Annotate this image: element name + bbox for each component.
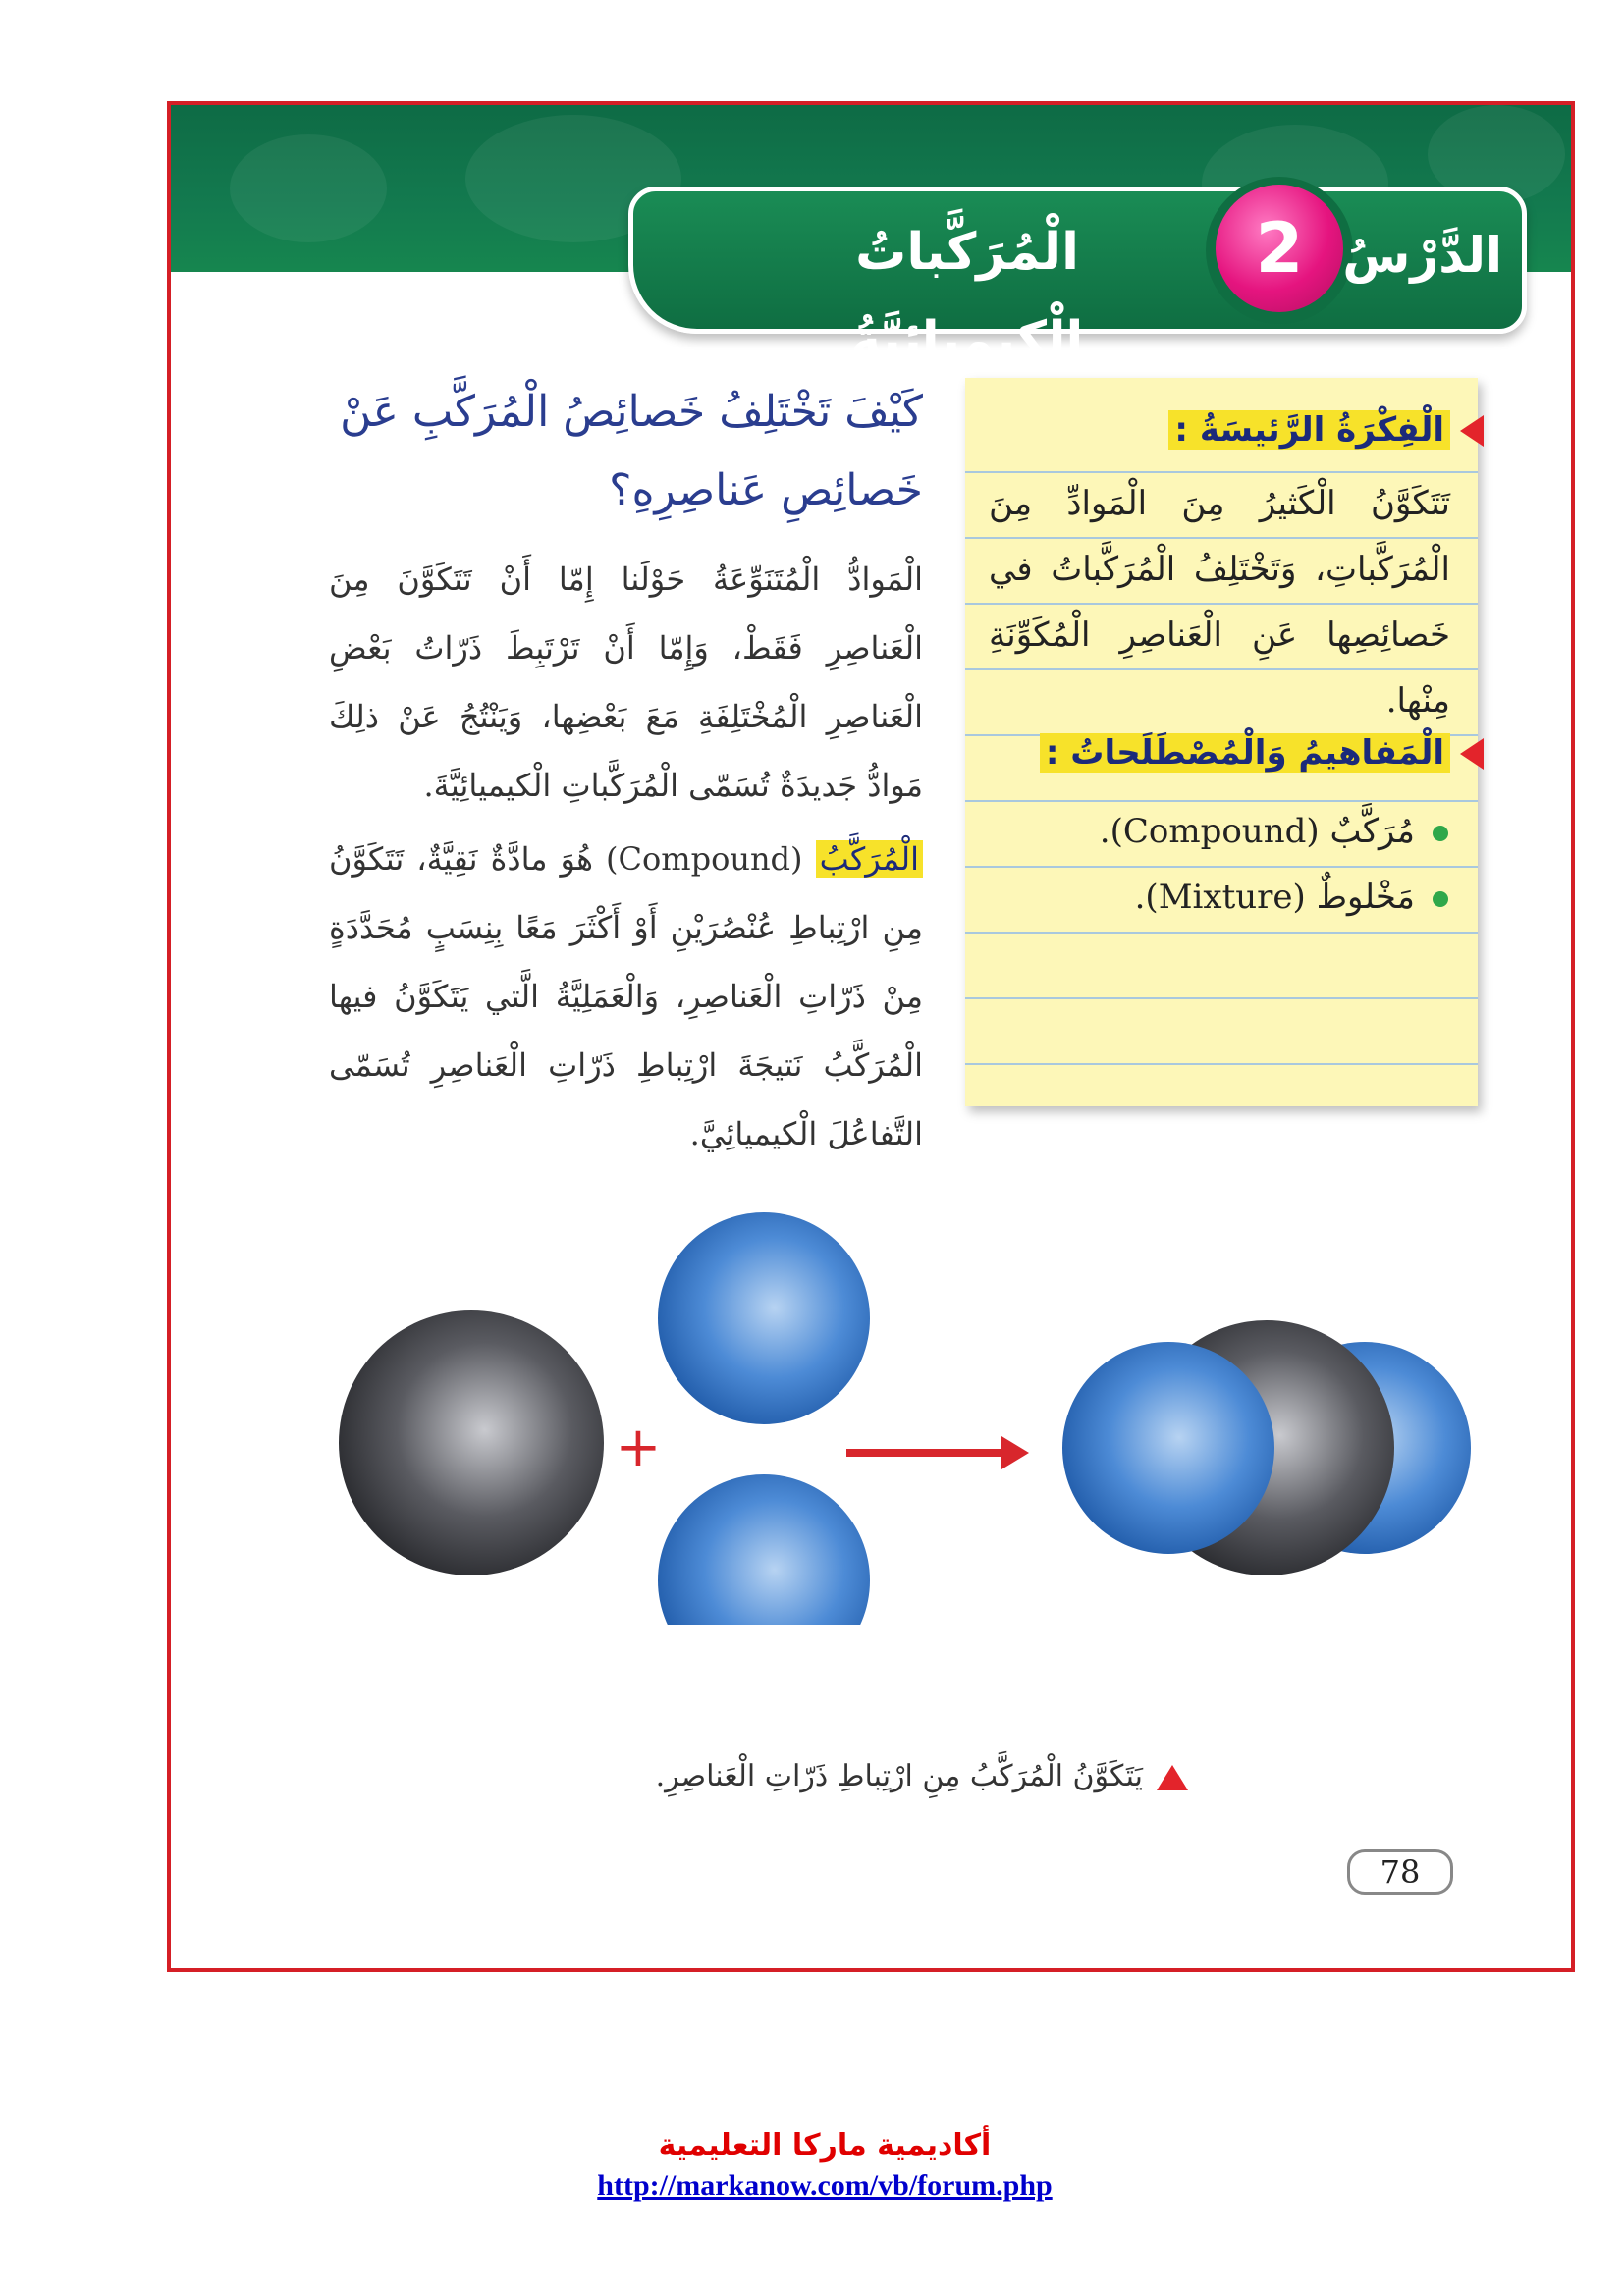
term-item: مُرَكَّبٌ (Compound). xyxy=(1100,802,1448,861)
key-ideas-sidebar xyxy=(965,378,1478,1106)
reaction-arrow xyxy=(846,1436,1029,1469)
compound-formation-diagram xyxy=(324,1212,1492,1625)
concepts-heading: الْمَفاهيمُ وَالْمُصْطَلَحاتُ : xyxy=(1040,728,1450,777)
lesson-word: الدَّرْسُ xyxy=(1342,227,1502,284)
main-idea-arrow-icon xyxy=(1460,415,1484,447)
blue-atom-top xyxy=(658,1212,870,1424)
compound-definition: الْمُرَكَّبُ (Compound) هُوَ مادَّةٌ نَقِيَّةٌ، تَتَكَوَّنُ مِنِ ارْتِباطِ عُنْصُرَيْنِ أَوْ أَكْثَرَ مَعًا بِنِسَبٍ مُحَدَّدَةٍ مِنْ ذَرّاتِ الْعَناصِرِ، وَالْعَمَلِيَّةُ الَّتي يَتَكَوَّنُ فيها الْمُرَكَّبُ نَتيجَةَ ارْتِباطِ ذَرّاتِ الْعَناصِرِ تُسَمّى التَّفاعُلَ الْكيميائِيَّ. xyxy=(329,840,923,1152)
footer-link[interactable]: http://markanow.com/vb/forum.php xyxy=(597,2169,1053,2202)
blue-atom-bottom xyxy=(658,1474,870,1625)
section-heading: كَيْفَ تَخْتَلِفُ خَصائِصُ الْمُرَكَّبِ عَنْ خَصائِصِ عَناصِرِهِ؟ xyxy=(340,387,923,515)
plus-sign: + xyxy=(615,1415,662,1479)
caption-triangle-icon xyxy=(1157,1765,1188,1790)
compound-term: الْمُرَكَّبُ xyxy=(816,840,923,878)
lesson-title: الْمُرَكَّباتُ الْكيميائِيَّةُ xyxy=(850,223,1084,370)
footer-title: أكاديمية ماركا التعليمية xyxy=(658,2128,992,2163)
term-item: مَخْلوطٌ (Mixture). xyxy=(1135,868,1448,927)
lesson-number: 2 xyxy=(1216,185,1343,312)
diagram-caption: يَتَكَوَّنُ الْمُرَكَّبُ مِنِ ارْتِباطِ ذَرّاتِ الْعَناصِرِ. xyxy=(638,1752,1188,1801)
bullet-icon xyxy=(1433,826,1448,841)
gray-atom xyxy=(339,1310,604,1575)
bullet-icon xyxy=(1433,891,1448,907)
compound-molecule xyxy=(1062,1320,1471,1575)
concepts-arrow-icon xyxy=(1460,738,1484,770)
main-idea-heading: الْفِكْرَةُ الرَّئيسَةُ : xyxy=(1168,405,1450,454)
main-idea-text: تَتَكَوَّنُ الْكَثيرُ مِنَ الْمَوادِّ مِنَ الْمُرَكَّباتِ، وَتَخْتَلِفُ الْمُرَكَّباتُ في خَصائِصِها عَنِ الْعَناصِرِ الْمُكَوِّنَةِ مِنْها. xyxy=(989,484,1450,721)
page-number: 78 xyxy=(1347,1849,1453,1895)
intro-paragraph: الْمَوادُّ الْمُتَنَوِّعَةُ حَوْلَنا إِمّا أَنْ تَتَكَوَّنَ مِنَ الْعَناصِرِ فَقَطْ، وَإِمّا أَنْ تَرْتَبِطَ ذَرّاتُ بَعْضِ الْعَناصِرِ الْمُخْتَلِفَةِ مَعَ بَعْضِها، وَيَنْتُجُ عَنْ ذلِكَ مَوادُّ جَديدَةٌ تُسَمّى الْمُرَكَّباتِ الْكيميائِيَّةَ. xyxy=(329,561,923,804)
